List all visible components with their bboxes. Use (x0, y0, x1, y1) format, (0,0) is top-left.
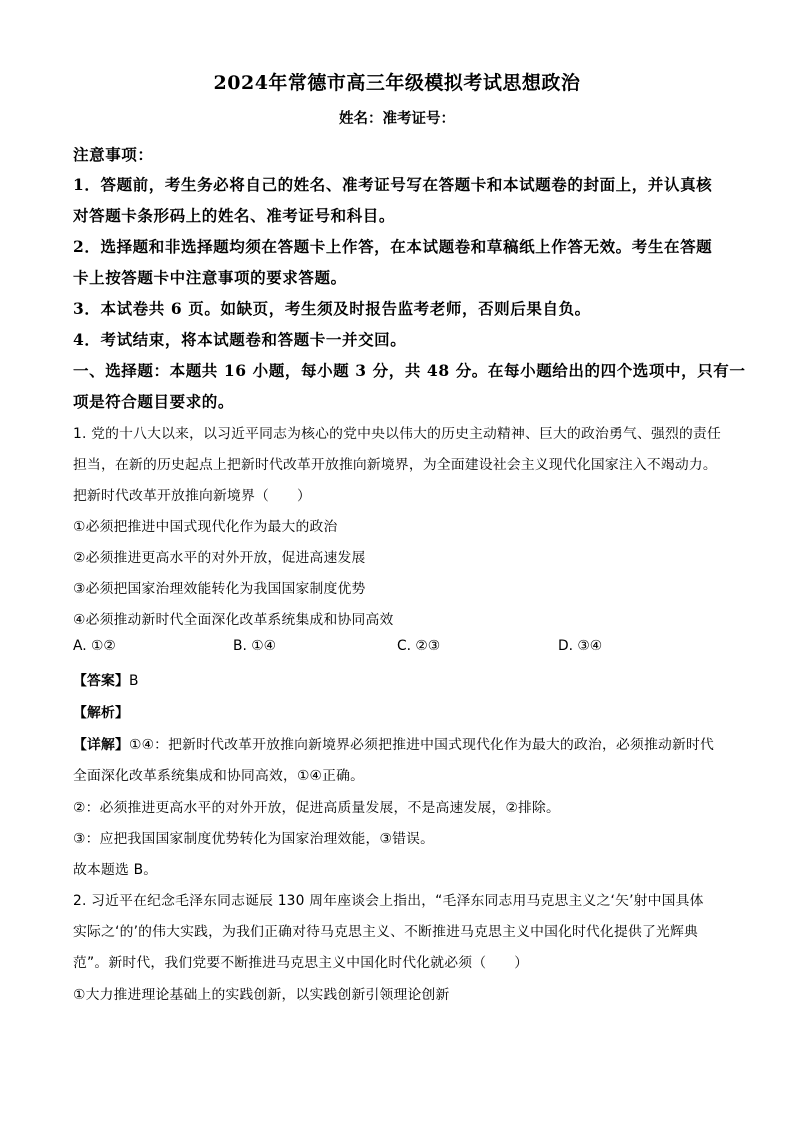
analysis-line (73, 701, 129, 721)
question-stem: 把新时代改革开放推向新境界（ ） (73, 488, 311, 504)
option-b: B. ①④ (233, 638, 276, 654)
notice-line: 4．考试结束，将本试题卷和答题卡一并交回。 (73, 330, 407, 349)
section-heading: 项是符合题目要求的。 (73, 392, 235, 411)
question-stem: 担当，在新的历史起点上把新时代改革开放推向新境界，为全面建设社会主义现代化国家注入不竭动力。 (73, 457, 717, 473)
statement: ②必须推进更高水平的对外开放，促进高速发展 (73, 550, 366, 566)
notice-line: 3．本试卷共 6 页。如缺页，考生须及时报告监考老师，否则后果自负。 (73, 299, 591, 318)
detail-text: 全面深化改革系统集成和协同高效，①④正确。 (73, 768, 365, 784)
answer-value: B (129, 673, 139, 689)
notice-heading: 注意事项： (73, 145, 154, 164)
notice-line: 1．答题前，考生务必将自己的姓名、准考证号写在答题卡和本试题卷的封面上，并认真核 (73, 175, 713, 194)
statement: ③必须把国家治理效能转化为我国国家制度优势 (73, 581, 366, 597)
notice-line: 卡上按答题卡中注意事项的要求答题。 (73, 268, 347, 287)
notice-line: 2．选择题和非选择题均须在答题卡上作答，在本试题卷和草稿纸上作答无效。考生在答题 (73, 237, 713, 256)
question-stem: 1. 党的十八大以来，以习近平同志为核心的党中央以伟大的历史主动精神、巨大的政治勇气、强烈的责任 (73, 426, 722, 442)
answer-tag: 【答案】 (73, 673, 129, 689)
detail-text: ①④：把新时代改革开放推向新境界必须把推进中国式现代化作为最大的政治，必须推动新时代 (129, 737, 715, 753)
option-a: A. ①② (73, 638, 116, 654)
statement: ④必须推动新时代全面深化改革系统集成和协同高效 (73, 612, 394, 628)
statement: ①大力推进理论基础上的实践创新，以实践创新引领理论创新 (73, 987, 450, 1003)
answer-line (73, 669, 139, 689)
detail-tag: 【详解】 (73, 737, 129, 753)
question-stem: 2. 习近平在纪念毛泽东同志诞辰 130 周年座谈会上指出，“毛泽东同志用马克思主义之‘矢’射中国具体 (73, 893, 704, 909)
detail-text: ②：必须推进更高水平的对外开放，促进高质量发展，不是高速发展，②排除。 (73, 800, 561, 816)
detail-line (73, 733, 714, 753)
option-c: C. ②③ (397, 638, 441, 654)
statement: ①必须把推进中国式现代化作为最大的政治 (73, 519, 338, 535)
option-d: D. ③④ (558, 638, 603, 654)
detail-text: ③：应把我国国家制度优势转化为国家治理效能，③错误。 (73, 831, 435, 847)
notice-line: 对答题卡条形码上的姓名、准考证号和科目。 (73, 206, 396, 225)
question-stem: 范”。新时代，我们党要不断推进马克思主义中国化时代化就必须（ ） (73, 955, 529, 971)
analysis-tag: 【解析】 (73, 705, 129, 721)
page-title: 2024年常德市高三年级模拟考试思想政治 (213, 72, 581, 94)
section-heading: 一、选择题：本题共 16 小题，每小题 3 分，共 48 分。在每小题给出的四个选项中，只有一 (73, 361, 746, 380)
candidate-info: 姓名：准考证号： (339, 110, 455, 127)
question-stem: 实际之‘的’的伟大实践，为我们正确对待马克思主义、不断推进马克思主义中国化时代化提供了光辉典 (73, 924, 699, 940)
detail-text: 故本题选 B。 (73, 862, 158, 878)
